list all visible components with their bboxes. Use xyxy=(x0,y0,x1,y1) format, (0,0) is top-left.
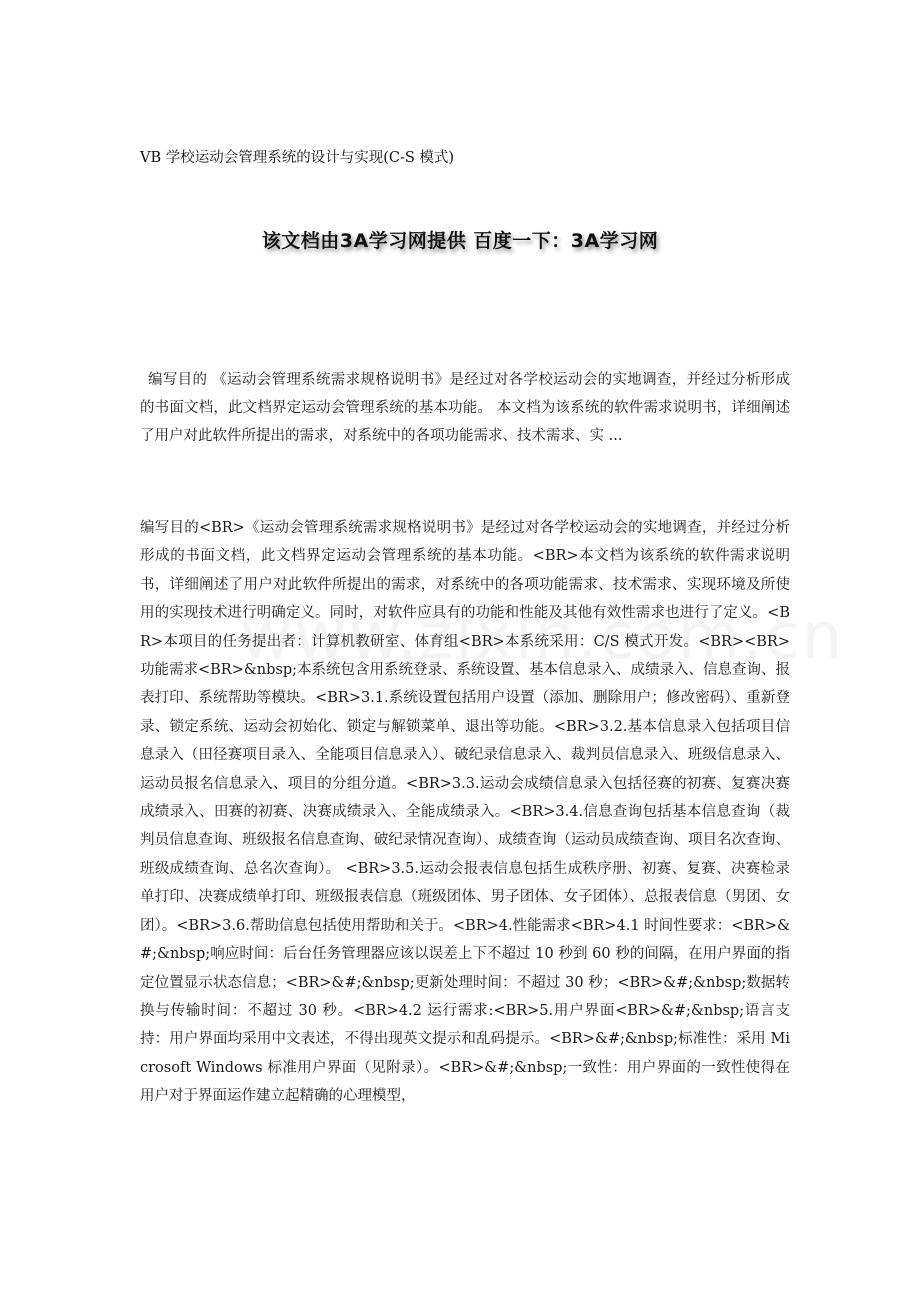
document-title: VB 学校运动会管理系统的设计与实现(C-S 模式) xyxy=(140,150,455,166)
body-paragraph: 编写目的<BR>《运动会管理系统需求规格说明书》是经过对各学校运动会的实地调查，并经过分析形成的书面文档，此文档界定运动会管理系统的基本功能。<BR>本文档为该系统的软件需求说明书，详细阐述了用户对此软件所提出的需求，对系统中的各项功能需求、技术需求、实现环境及所使用的实现技术进行明确定义。同时，对软件应具有的功能和性能及其他有效性需求也进行了定义。<BR>本项目的任务提出者：计算机教研室、体育组<BR>本系统采用：C/S 模式开发。<BR><BR>功能需求<BR>&nbsp;本系统包含用系统登录、系统设置、基本信息录入、成绩录入、信息查询、报表打印、系统帮助等模块。<BR>3.1.系统设置包括用户设置（添加、删除用户；修改密码）、重新登录、锁定系统、运动会初始化、锁定与解锁菜单、退出等功能。<BR>3.2.基本信息录入包括项目信息录入（田径赛项目录入、全能项目信息录入）、破纪录信息录入、裁判员信息录入、班级信息录入、运动员报名信息录入、项目的分组分道。<BR>3.3.运动会成绩信息录入包括径赛的初赛、复赛决赛成绩录入、田赛的初赛、决赛成绩录入、全能成绩录入。<BR>3.4.信息查询包括基本信息查询（裁判员信息查询、班级报名信息查询、破纪录情况查询）、成绩查询（运动员成绩查询、项目名次查询、班级成绩查询、总名次查询）。 <BR>3.5.运动会报表信息包括生成秩序册、初赛、复赛、决赛检录单打印、决赛成绩单打印、班级报表信息（班级团体、男子团体、女子团体）、总报表信息（男团、女团）。<BR>3.6.帮助信息包括使用帮助和关于。<BR>4.性能需求<BR>4.1 时间性要求：<BR>&#;&nbsp;响应时间：后台任务管理器应该以误差上下不超过 10 秒到 60 秒的间隔，在用户界面的指定位置显示状态信息；<BR>&#;&nbsp;更新处理时间：不超过 30 秒；<BR>&#;&nbsp;数据转换与传输时间：不超过 30 秒。<BR>4.2 运行需求:<BR>5.用户界面<BR>&#;&nbsp;语言支持：用户界面均采用中文表述，不得出现英文提示和乱码提示。<BR>&#;&nbsp;标准性：采用 Microsoft Windows 标准用户界面（见附录）。<BR>&#;&nbsp;一致性：用户界面的一致性使得在用户对于界面运作建立起精确的心理模型， xyxy=(140,520,791,1105)
source-banner: 该文档由3A学习网提供 百度一下：3A学习网 xyxy=(261,230,659,252)
abstract-paragraph: 编写目的 《运动会管理系统需求规格说明书》是经过对各学校运动会的实地调查，并经过分析形成的书面文档，此文档界定运动会管理系统的基本功能。 本文档为该系统的软件需求说明书，详细阐述了用户对此软件所提出的需求，对系统中的各项功能需求、技术需求、实 ... xyxy=(140,372,790,444)
